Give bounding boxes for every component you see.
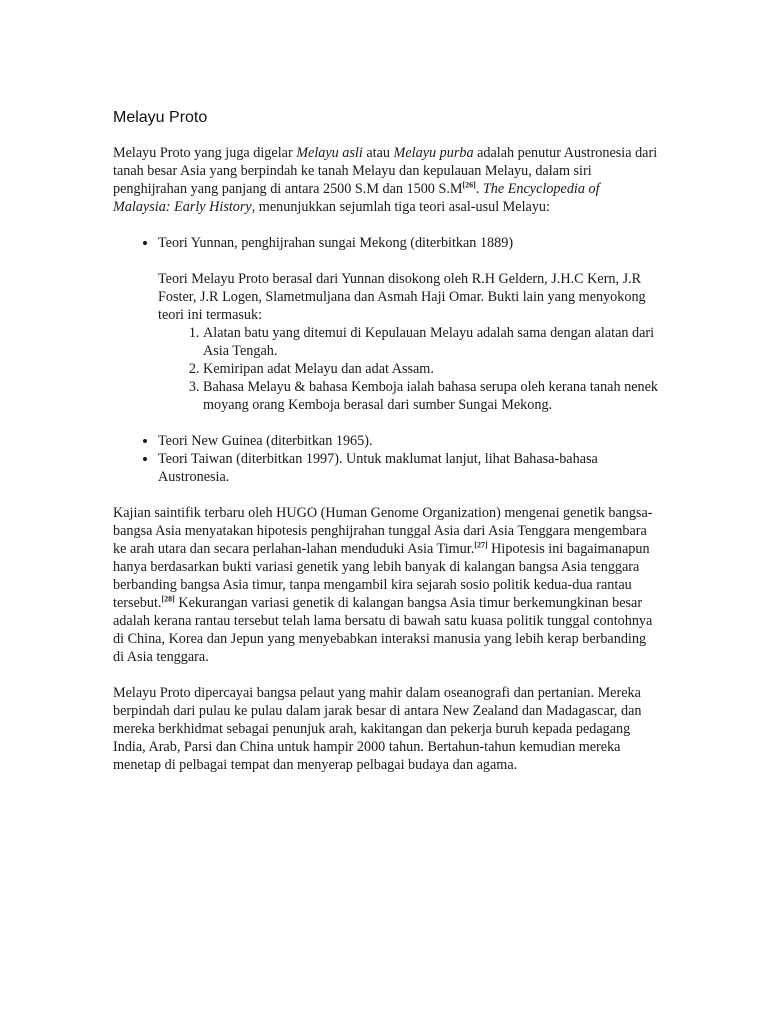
intro-text-5: , menunjukkan sejumlah tiga teori asal-usul Melayu: [251,199,550,215]
intro-term-melayu-asli: Melayu asli [296,145,363,161]
theory-taiwan: • Teori Taiwan (diterbitkan 1997). Untuk maklumat lanjut, lihat Bahasa-bahasa Austronesia. [158,450,658,486]
citation-27[interactable]: [27] [474,540,488,550]
intro-text-3: adalah penutur Austronesia dari tanah besar Asia yang berpindah ke tanah Melayu dan kepulauan Melayu, dalam siri penghijrahan yang panjang di antara 2500 S.M dan 1500 S.M [113,145,658,197]
intro-text-1: Melayu Proto yang juga digelar [113,145,297,161]
evidence-item: 3. Bahasa Melayu & bahasa Kemboja ialah bahasa serupa oleh kerana tanah nenek moyang orang Kemboja berasal dari sumber Sungai Mekong. [203,378,658,414]
seafarers-paragraph: Melayu Proto dipercayai bangsa pelaut yang mahir dalam oseanografi dan pertanian. Mereka berpindah dari pulau ke pulau dalam jarak besar di antara New Zealand dan Madagascar, dan mereka berkhidmat sebagai penunjuk arah, kakitangan dan pekerja buruh kepada pedagang India, Arab, Parsi dan China untuk hampir 2000 tahun. Bertahun-tahun kemudian mereka menetap di pelbagai tempat dan menyerap pelbagai budaya dan agama. [113,685,642,773]
theory-new-guinea: • Teori New Guinea (diterbitkan 1965). [158,432,658,450]
theory-yunnan [158,234,658,414]
study-text-2: Hipotesis ini bagaimanapun hanya berdasarkan bukti variasi genetik yang lebih banyak di kalangan bangsa Asia tenggara berbanding bangsa Asia timur, tanpa mengambil kira sejarah sosio politik kedua-dua rantau tersebut. [113,541,650,611]
study-text-3: Kekurangan variasi genetik di kalangan bangsa Asia timur berkemungkinan besar adalah kerana rantau tersebut telah lama bersatu di bawah satu kuasa politik tunggal contohnya di China, Korea dan Jepun yang menyebabkan interaksi manusia yang lebih kerap berbanding di Asia tenggara. [113,595,653,665]
study-text-1: Kajian saintifik terbaru oleh HUGO (Human Genome Organization) mengenai genetik bangsa-bangsa Asia menyatakan hipotesis penghijrahan tunggal Asia dari Asia Tenggara mengembara ke arah utara dan secara perlahan-lahan menduduki Asia Timur. [113,505,653,557]
evidence-item: 2. Kemiripan adat Melayu dan adat Assam. [203,360,658,378]
intro-term-melayu-purba: Melayu purba [393,145,474,161]
intro-encyclopedia-title: The Encyclopedia of Malaysia: Early History [113,181,600,215]
theory-yunnan-title: Teori Yunnan, penghijrahan sungai Mekong (diterbitkan 1889) [158,235,514,251]
study-paragraph [113,504,658,666]
citation-26[interactable]: [26] [462,180,476,190]
evidence-list [158,324,658,414]
evidence-item: 1. Alatan batu yang ditemui di Kepulauan Melayu adalah sama dengan alatan dari Asia Tengah. [203,324,658,360]
section-heading: Melayu Proto [113,109,208,126]
document-page [113,107,658,792]
theory-yunnan-paragraph: Teori Melayu Proto berasal dari Yunnan disokong oleh R.H Geldern, J.H.C Kern, J.R Foster, J.R Logen, Slametmuljana dan Asmah Haji Omar. Bukti lain yang menyokong teori ini termasuk: [158,271,646,323]
citation-28[interactable]: [28] [161,594,175,604]
intro-text-4: . [475,181,483,197]
intro-text-2: atau [362,145,394,161]
theories-list [113,234,658,486]
intro-paragraph [113,144,658,216]
